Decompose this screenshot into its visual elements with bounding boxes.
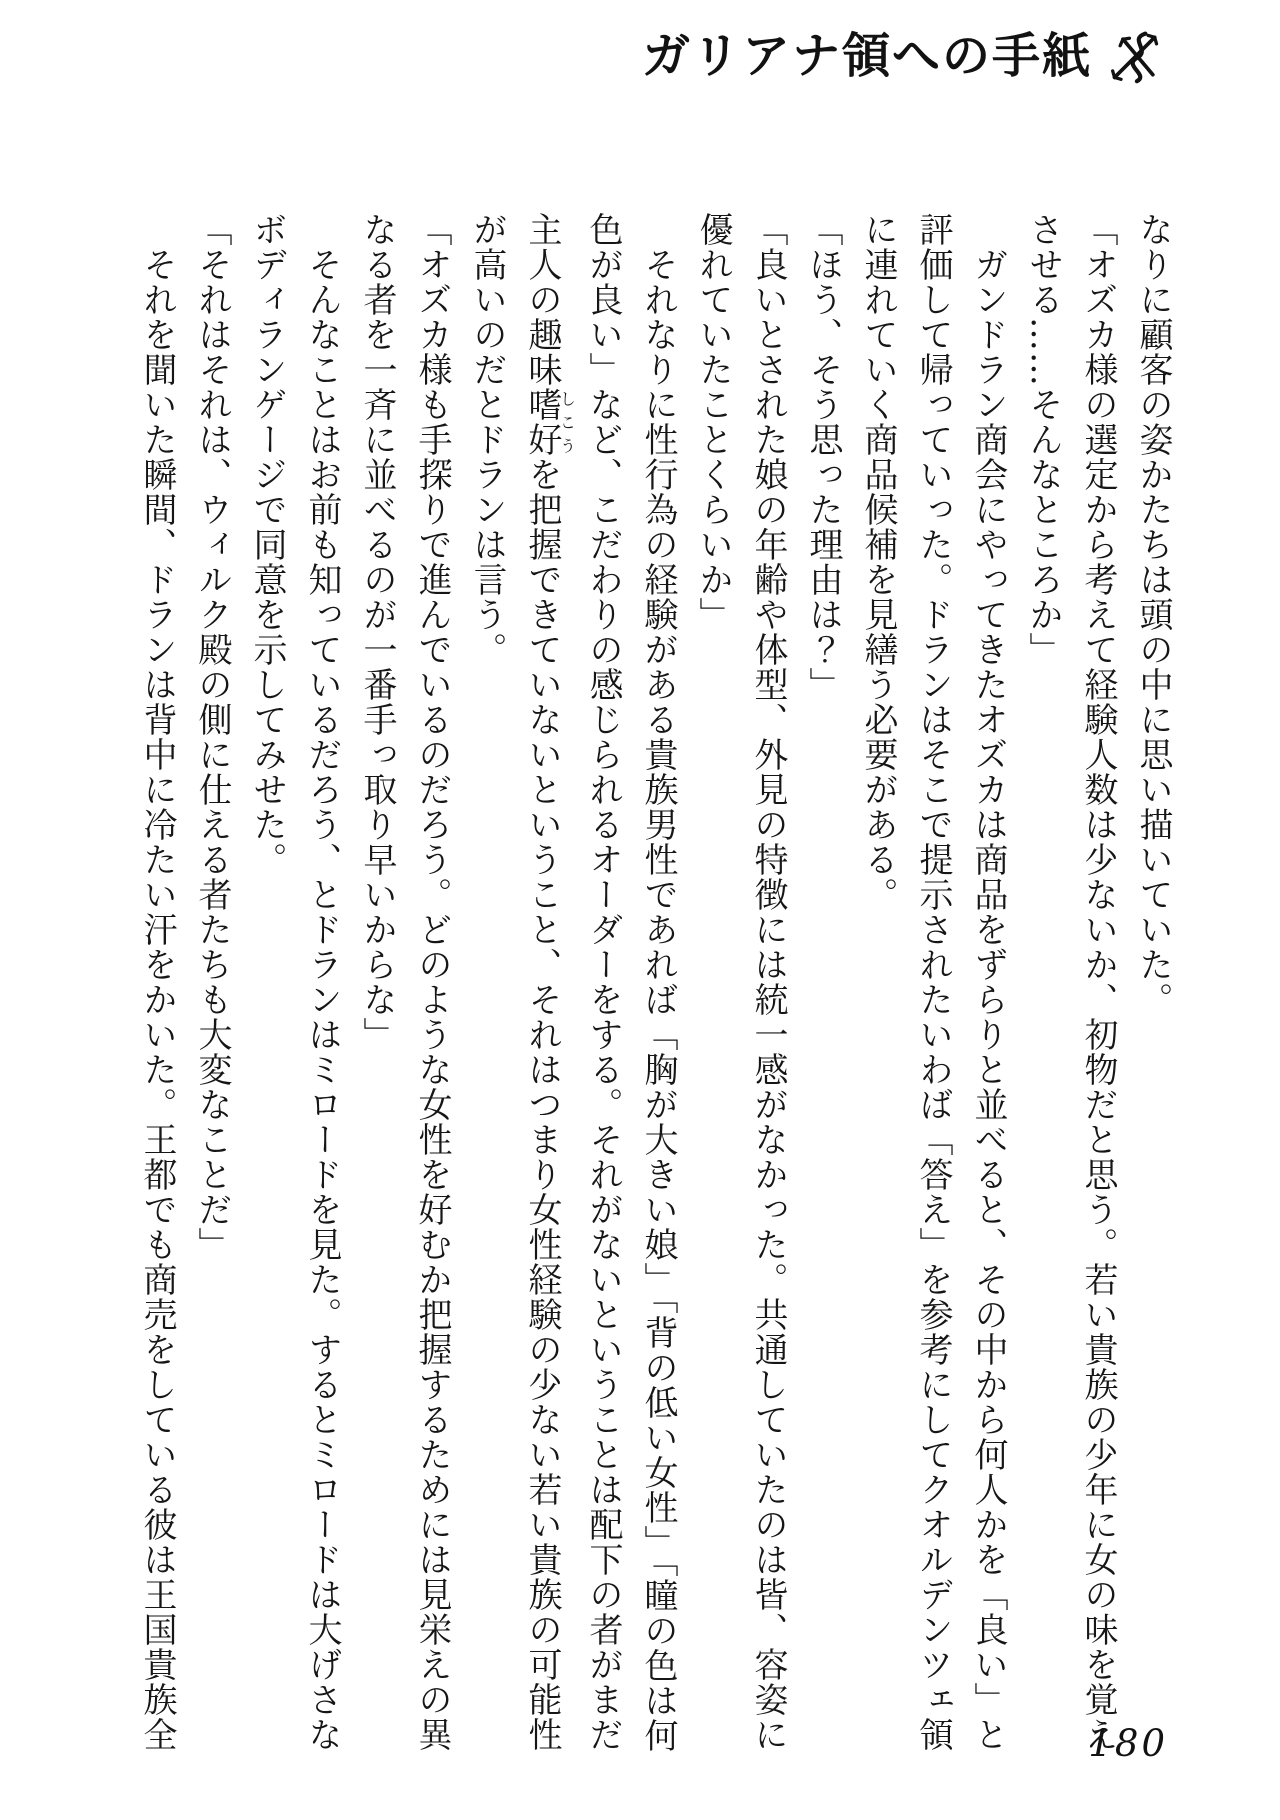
- text-column: なりに顧客の姿かたちは頭の中に思い描いていた。: [1133, 212, 1173, 1017]
- text-column: それを聞いた瞬間、ドランは背中に冷たい汗をかいた。王都でも商売をしている彼は王国貴族全: [137, 212, 177, 1752]
- text-column: 「ほう、そう思った理由は？」: [803, 212, 843, 702]
- text-column: それなりに性行為の経験がある貴族男性であれば「胸が大きい娘」「背の低い女性」「瞳の色は何: [638, 212, 678, 1753]
- text-column: が高いのだとドランは言う。: [467, 212, 507, 667]
- page-header: [642, 28, 1164, 84]
- ruby-base: 嗜好: [522, 387, 562, 457]
- ruby-pre-text: 主人の趣味: [522, 212, 562, 387]
- text-column: 「オズカ様の選定から考えて経験人数は少ないか、初物だと思う。若い貴族の少年に女の味を覚え: [1078, 212, 1118, 1752]
- text-column: 「オズカ様も手探りで進んでいるのだろう。どのような女性を好むか把握するためには見栄えの異: [412, 212, 452, 1752]
- text-column: ガンドラン商会にやってきたオズカは商品をずらりと並べると、その中から何人かを「良い」と: [968, 212, 1008, 1752]
- ruby-reading: しこう: [557, 387, 577, 457]
- text-column: ボディランゲージで同意を示してみせた。: [247, 212, 287, 877]
- page-number: 180: [1088, 1722, 1168, 1765]
- text-column: 「良いとされた娘の年齢や体型、外見の特徴には統一感がなかった。共通していたのは皆、容姿に: [748, 212, 788, 1752]
- text-column: 評価して帰っていった。ドランはそこで提示されたいわば「答え」を参考にしてクオルデンツェ領: [913, 212, 953, 1752]
- ruby-annotation: [522, 387, 577, 457]
- text-column-with-ruby: [514, 212, 577, 1752]
- chapter-ornament-icon: [1108, 28, 1164, 84]
- text-column: させる……そんなところか」: [1023, 212, 1063, 667]
- text-column: 優れていたことくらいか」: [693, 212, 733, 632]
- text-column: なる者を一斉に並べるのが一番手っ取り早いからな」: [357, 212, 397, 1052]
- text-column: 「それはそれは、ウィルク殿の側に仕える者たちも大変なことだ」: [192, 212, 232, 1262]
- ruby-post-text: を把握できていないということ、それはつまり女性経験の少ない若い貴族の可能性: [522, 457, 562, 1752]
- text-column: 色が良い」など、こだわりの感じられるオーダーをする。それがないということは配下の者がまだ: [583, 212, 623, 1752]
- text-column: そんなことはお前も知っているだろう、とドランはミロードを見た。するとミロードは大げさな: [302, 212, 342, 1752]
- text-column: に連れていく商品候補を見繕う必要がある。: [858, 212, 898, 912]
- chapter-title: ガリアナ領への手紙: [641, 27, 1092, 84]
